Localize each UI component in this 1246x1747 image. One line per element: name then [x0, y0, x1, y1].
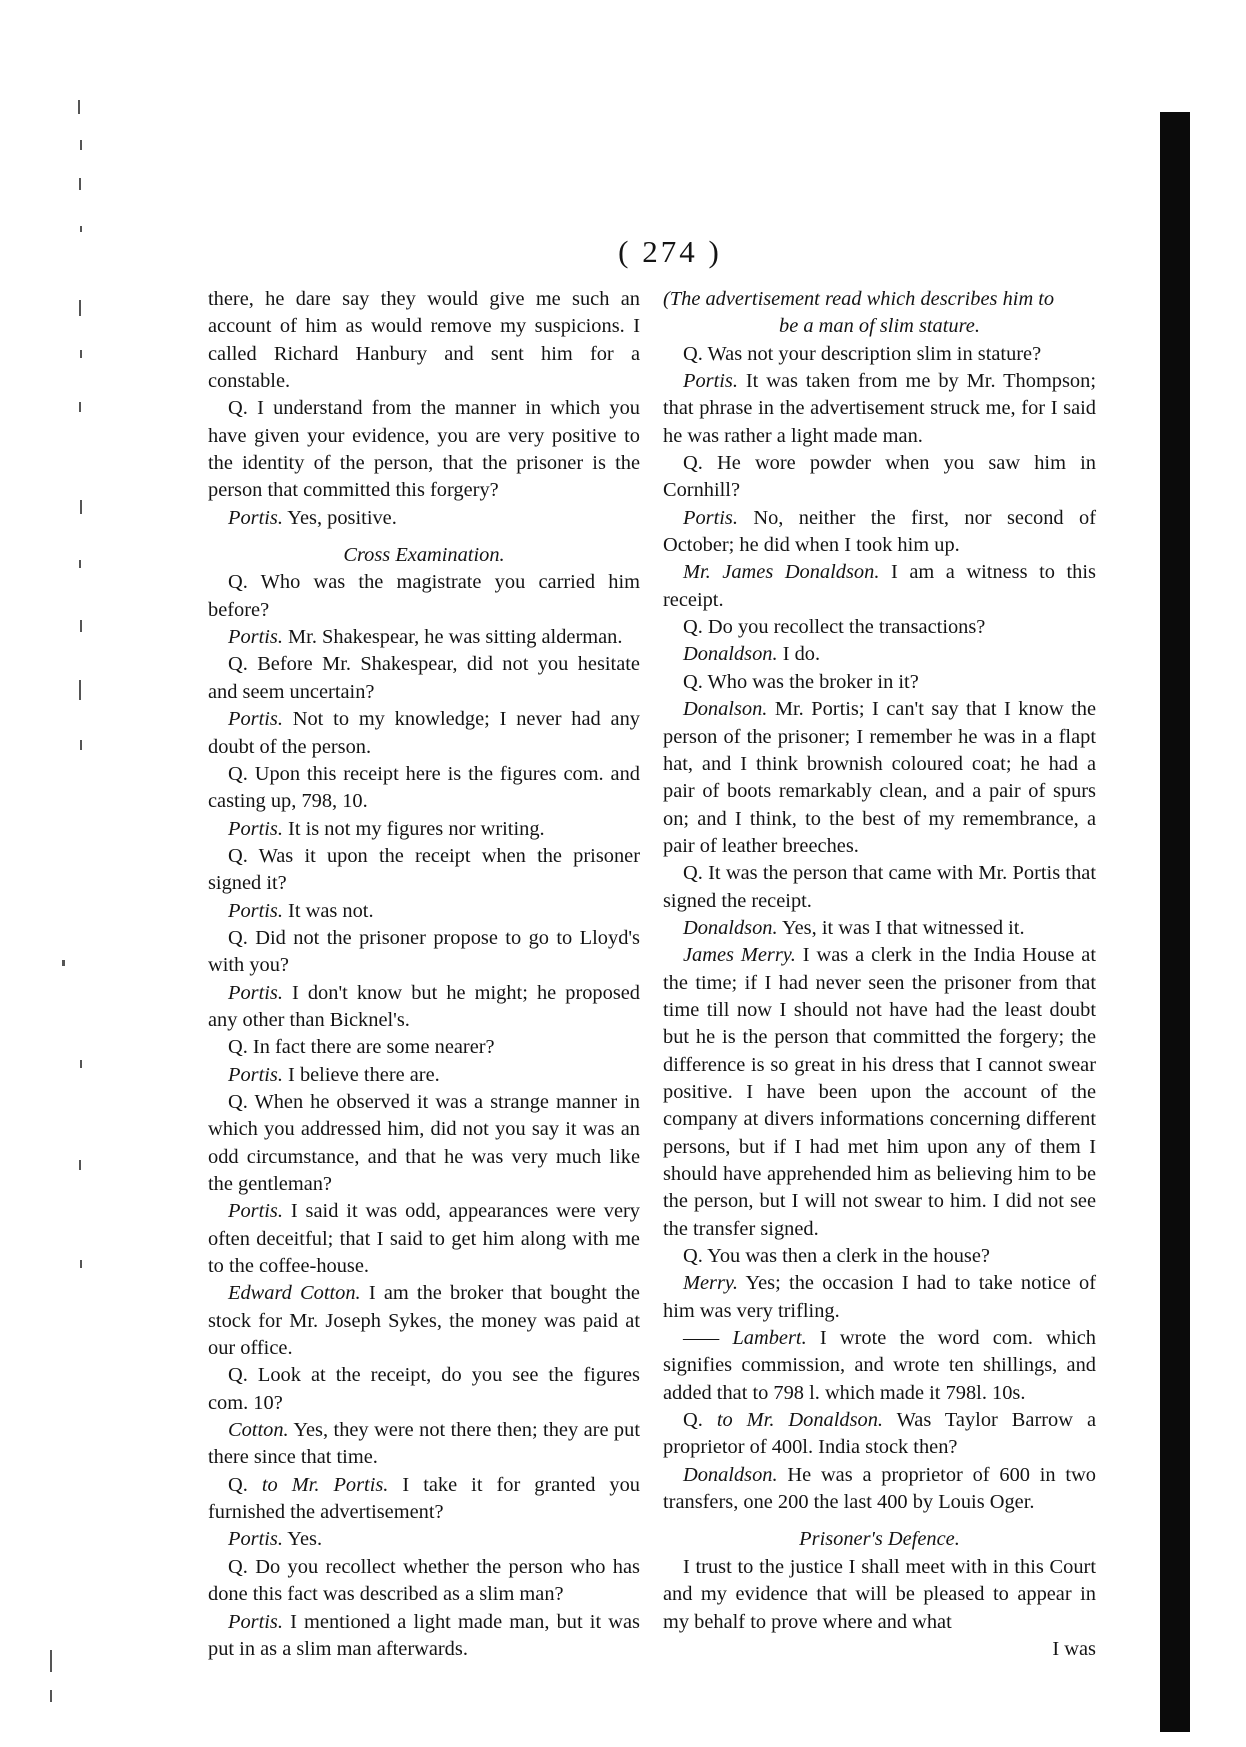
- speaker-name: Merry.: [683, 1272, 738, 1295]
- paragraph-text: Q. Before Mr. Shakespear, did not you hesitate and seem uncertain?: [208, 653, 640, 703]
- paragraph-text: Was Taylor Barrow a proprietor of 400l. India stock then?: [663, 1409, 1096, 1459]
- paragraph-text: Q. He wore powder when you saw him in Cornhill?: [663, 452, 1096, 502]
- paragraph: [208, 1526, 640, 1553]
- speaker-name: Mr. James Donaldson.: [683, 561, 880, 584]
- paragraph: [663, 942, 1096, 1243]
- paragraph-text: I am a witness to this receipt.: [663, 561, 1096, 611]
- speaker-name: to Mr. Donaldson.: [716, 1409, 884, 1432]
- paragraph: [208, 1417, 640, 1472]
- paragraph-text: No, neither the first, nor second of October; he did when I took him up.: [663, 506, 1096, 557]
- paragraph-text: Q. I understand from the manner in which you have given your evidence, you are very positive to the identity of the person, that the prisoner is the person that committed this forgery?: [208, 397, 640, 502]
- speaker-name: Portis.: [228, 506, 283, 529]
- paragraph: [663, 641, 1096, 668]
- paragraph-text: Mr. Portis; I can't say that I know the person of the prisoner; I remember he was in a flapt hat, and I think brownish coloured coat; he had a pair of boots remarkably clean, and a pair of spurs on; and I think, to the best of my remembrance, a pair of leather breeches.: [663, 698, 1096, 857]
- paragraph-text: He was a proprietor of 600 in two transfers, one 200 the last 400 by Louis Oger.: [663, 1463, 1096, 1514]
- paragraph-text: I trust to the justice I shall meet with in this Court and my evidence that will be pleased to appear in my behalf to prove where and what: [663, 1555, 1096, 1633]
- page-number: ( 274 ): [618, 234, 722, 269]
- speaker-name: Portis.: [228, 1200, 283, 1223]
- paragraph: [208, 286, 640, 395]
- paragraph: [208, 1089, 640, 1198]
- paragraph-text: Q. Who was the broker in it?: [683, 670, 919, 693]
- paragraph: [208, 651, 640, 706]
- paragraph-text: It was not.: [282, 899, 374, 922]
- paragraph-text: Q. Was it upon the receipt when the prisoner signed it?: [208, 844, 640, 895]
- paragraph-text: Q. Do you recollect whether the person who has done this fact was described as a slim man?: [208, 1555, 640, 1606]
- paragraph: [208, 1280, 640, 1362]
- paragraph: [663, 915, 1096, 942]
- paragraph-text: Mr. Shakespear, he was sitting alderman.: [282, 626, 623, 649]
- left-column: [208, 286, 640, 1663]
- paragraph-text: Q. Who was the magistrate you carried him before?: [208, 571, 640, 621]
- stage-line-2: be a man of slim stature.: [779, 315, 980, 338]
- paragraph: [208, 1362, 640, 1417]
- speaker-name: Edward Cotton.: [228, 1282, 361, 1305]
- paragraph: [208, 569, 640, 624]
- paragraph-text: I do.: [777, 643, 821, 666]
- paragraph-text: I mentioned a light made man, but it was put in as a slim man afterwards.: [208, 1610, 640, 1660]
- paragraph: [663, 1407, 1096, 1462]
- paragraph-text: Q. It was the person that came with Mr. Portis that signed the receipt.: [663, 862, 1096, 912]
- paragraph: [663, 1462, 1096, 1517]
- paragraph: [663, 341, 1096, 368]
- paragraph: [208, 761, 640, 816]
- paragraph: [663, 559, 1096, 614]
- paragraph: [208, 505, 640, 532]
- paragraph: [208, 624, 640, 651]
- paragraph: [208, 706, 640, 761]
- speaker-name: Portis.: [683, 370, 738, 393]
- paragraph: [208, 395, 640, 504]
- paragraph: [663, 614, 1096, 641]
- speaker-name: Portis.: [228, 1528, 283, 1551]
- paragraph: [663, 669, 1096, 696]
- paragraph: [208, 1472, 640, 1527]
- paragraph-text: Yes, it was I that witnessed it.: [777, 916, 1025, 939]
- paragraph: [663, 450, 1096, 505]
- right-column: [663, 286, 1096, 1663]
- paragraph-text: It is not my figures nor writing.: [282, 817, 545, 840]
- paragraph: [208, 898, 640, 925]
- speaker-name: Donaldson.: [683, 1463, 778, 1486]
- paragraph-text: Yes, they were not there then; they are put there since that time.: [208, 1419, 640, 1469]
- paragraph-text: Q. Was not your description slim in stature?: [683, 342, 1042, 365]
- paragraph-text: It was taken from me by Mr. Thompson; that phrase in the advertisement struck me, for I said he was rather a light made man.: [663, 370, 1096, 447]
- speaker-name: Portis.: [228, 1610, 283, 1633]
- paragraph-text: I am the broker that bought the stock for Mr. Joseph Sykes, the money was paid at our office.: [208, 1282, 640, 1360]
- speaker-name: Donalson.: [683, 698, 768, 721]
- paragraph: [663, 505, 1096, 560]
- speaker-name: Portis.: [228, 708, 283, 731]
- section-heading: Cross Examination.: [343, 544, 505, 567]
- paragraph: [208, 925, 640, 980]
- paragraph-text: Q.: [683, 1409, 717, 1432]
- paragraph: [663, 1325, 1096, 1407]
- paragraph-text: I was a clerk in the India House at the time; if I had never seen the prisoner from that time till now I should not have had the least doubt but he is the person that committed the forgery; the difference is so great in his dress that I cannot swear positive. I have been upon the account of the company at divers informations concerning different persons, but if I had met him upon any of them I should have apprehended him as believing him to be the person, but I will not swear to him. I did not see the transfer signed.: [663, 944, 1097, 1240]
- paragraph: [208, 816, 640, 843]
- paragraph-text: I take it for granted you furnished the advertisement?: [208, 1473, 641, 1524]
- paragraph-text: I wrote the word com. which signifies commission, and wrote ten shillings, and added that to 798 l. which made it 798l. 10s.: [663, 1327, 1096, 1404]
- speaker-name: Portis.: [228, 817, 283, 840]
- scan-specks: [0, 0, 120, 1747]
- speaker-name: to Mr. Portis.: [261, 1473, 389, 1496]
- paragraph: [663, 696, 1096, 860]
- paragraph: [208, 1062, 640, 1089]
- paragraph-text: there, he dare say they would give me such an account of him as would remove my suspicions. I called Richard Hanbury and sent him for a constable.: [208, 288, 640, 393]
- stage-direction: [663, 286, 1096, 341]
- speaker-name: Portis.: [683, 506, 738, 529]
- speaker-name: Portis.: [228, 899, 283, 922]
- paragraph-text: Q. Do you recollect the transactions?: [683, 616, 986, 639]
- paragraph: [208, 1198, 640, 1280]
- paragraph-text: Q. Did not the prisoner propose to go to Lloyd's with you?: [208, 926, 640, 977]
- paragraph: [208, 1609, 640, 1664]
- paragraph: [663, 1243, 1096, 1270]
- paragraph: [208, 980, 640, 1035]
- speaker-name: Portis.: [228, 1063, 283, 1086]
- scan-edge-shadow: [1160, 112, 1190, 1732]
- paragraph-text: I believe there are.: [282, 1063, 440, 1086]
- paragraph-text: Q. You was then a clerk in the house?: [683, 1245, 990, 1268]
- section-heading: Prisoner's Defence.: [799, 1528, 960, 1551]
- paragraph: [663, 368, 1096, 450]
- speaker-name: Cotton.: [228, 1419, 289, 1442]
- paragraph: [208, 1034, 640, 1061]
- speaker-name: Portis.: [228, 981, 283, 1004]
- paragraph-text: Q. When he observed it was a strange manner in which you addressed him, did not you say it was an odd circumstance, and that he was very much like the gentleman?: [208, 1090, 640, 1195]
- paragraph: [663, 1270, 1096, 1325]
- paragraph-text: Q.: [228, 1473, 262, 1496]
- paragraph-text: Yes; the occasion I had to take notice of him was very trifling.: [663, 1272, 1096, 1322]
- paragraph-text: Q. Look at the receipt, do you see the figures com. 10?: [208, 1364, 640, 1414]
- speaker-name: Donaldson.: [683, 643, 778, 666]
- paragraph-text: Not to my knowledge; I never had any doubt of the person.: [208, 708, 640, 758]
- paragraph: [208, 1554, 640, 1609]
- paragraph-text: Yes, positive.: [282, 506, 397, 529]
- paragraph-text: Q. Upon this receipt here is the figures com. and casting up, 798, 10.: [208, 762, 640, 813]
- catchword: I was: [1052, 1637, 1096, 1660]
- paragraph: [663, 1554, 1096, 1636]
- paragraph: [663, 860, 1096, 915]
- paragraph-text: I don't know but he might; he proposed any other than Bicknel's.: [208, 981, 640, 1031]
- paragraph: [208, 843, 640, 898]
- paragraph-text: Q. In fact there are some nearer?: [228, 1036, 495, 1059]
- speaker-name: —— Lambert.: [683, 1327, 807, 1350]
- speaker-name: Portis.: [228, 626, 283, 649]
- speaker-name: Donaldson.: [683, 916, 778, 939]
- paragraph-text: I said it was odd, appearances were very often deceitful; that I said to get him along with me to the coffee-house.: [208, 1200, 640, 1278]
- speaker-name: James Merry.: [683, 944, 796, 967]
- stage-line-1: (The advertisement read which describes him to: [663, 288, 1055, 310]
- paragraph-text: Yes.: [282, 1528, 323, 1551]
